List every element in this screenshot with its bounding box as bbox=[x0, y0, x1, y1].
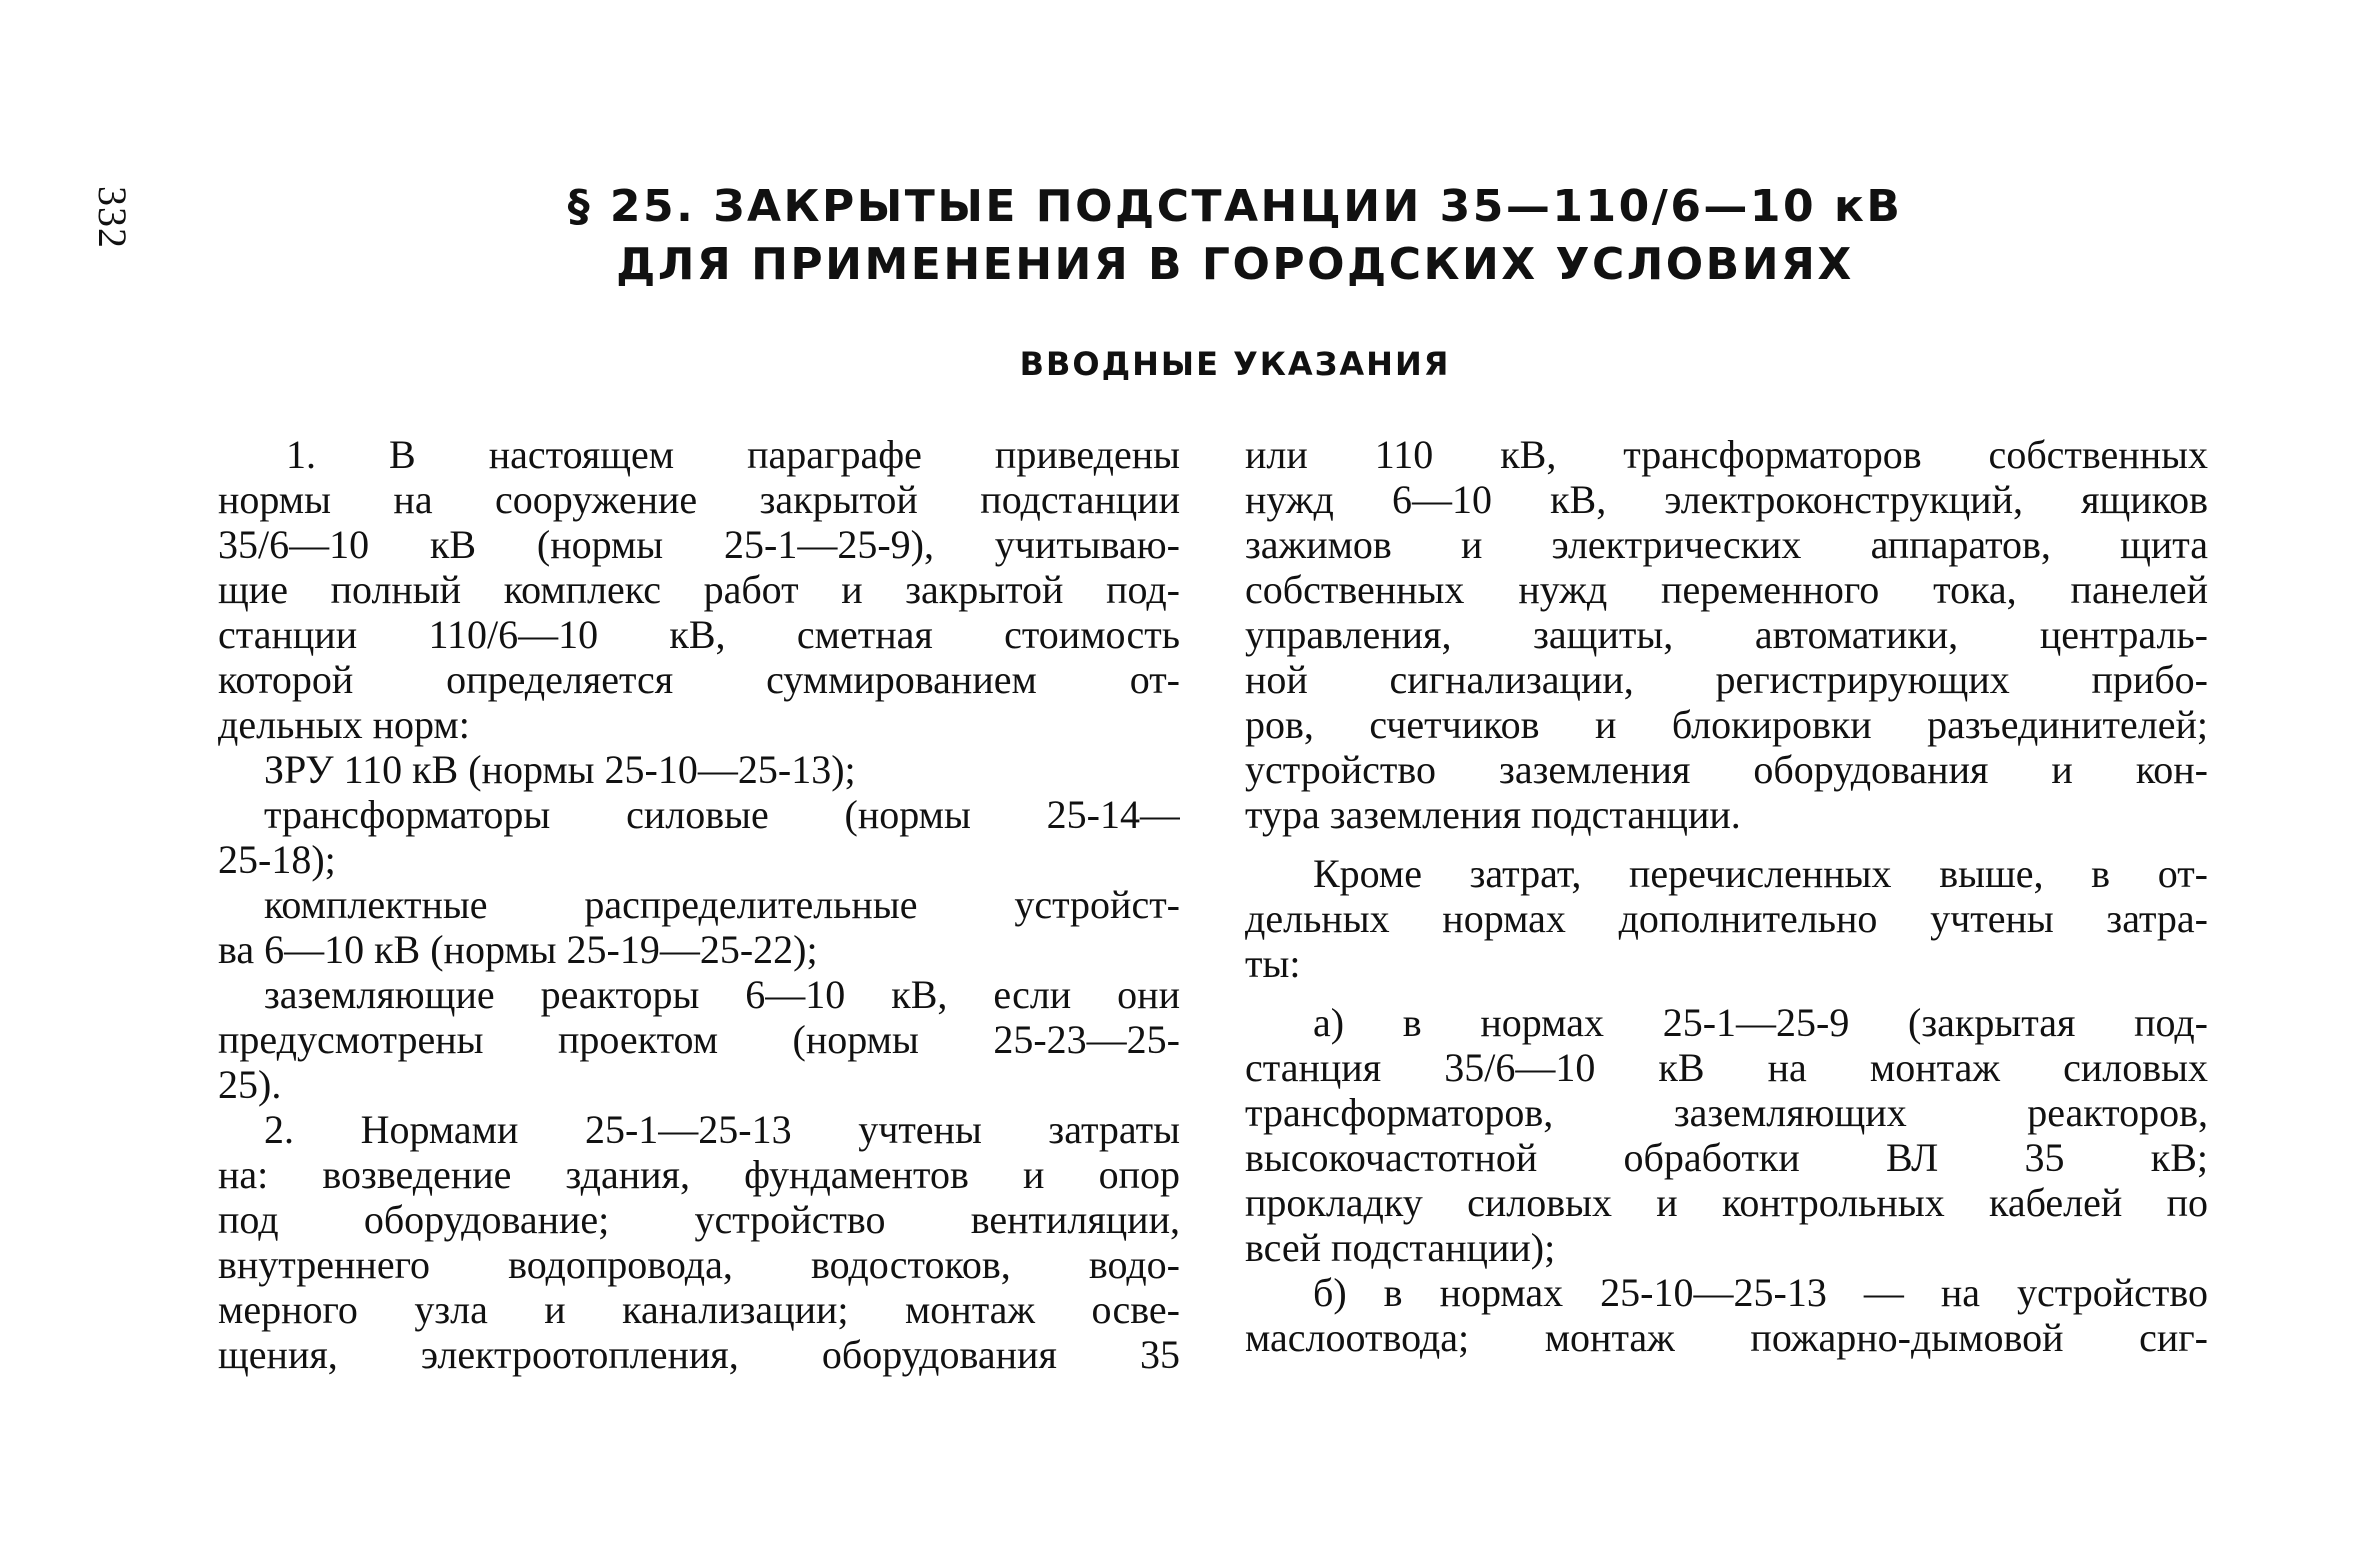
right-column bbox=[1245, 432, 2208, 1360]
text-line: или 110 кВ, трансформаторов собственных bbox=[1245, 432, 2208, 477]
text-line: управления, защиты, автоматики, централь- bbox=[1245, 612, 2208, 657]
section-title bbox=[550, 178, 1920, 294]
text-line: на: возведение здания, фундаментов и опор bbox=[218, 1152, 1180, 1197]
text-line: ты: bbox=[1245, 941, 1301, 986]
text-line: нужд 6—10 кВ, электроконструкций, ящиков bbox=[1245, 477, 2208, 522]
section-title-line-1: § 25. ЗАКРЫТЫЕ ПОДСТАНЦИИ 35—110/6—10 кВ bbox=[567, 181, 1903, 232]
text-line: заземляющие реакторы 6—10 кВ, если они bbox=[264, 972, 1180, 1017]
text-line: высокочастотной обработки ВЛ 35 кВ; bbox=[1245, 1135, 2208, 1180]
text-line: дельных нормах дополнительно учтены затра- bbox=[1245, 896, 2208, 941]
section-subtitle: ВВОДНЫЕ УКАЗАНИЯ bbox=[1019, 345, 1451, 383]
text-line: комплектные распределительные устройст- bbox=[264, 882, 1180, 927]
left-column bbox=[218, 432, 1180, 1377]
section-title-line-2: ДЛЯ ПРИМЕНЕНИЯ В ГОРОДСКИХ УСЛОВИЯХ bbox=[616, 239, 1854, 290]
text-line: прокладку силовых и контрольных кабелей по bbox=[1245, 1180, 2208, 1225]
text-line: 25). bbox=[218, 1062, 282, 1107]
text-line: которой определяется суммированием от- bbox=[218, 657, 1180, 702]
text-line: тура заземления подстанции. bbox=[1245, 792, 1741, 837]
text-line: предусмотрены проектом (нормы 25-23—25- bbox=[218, 1017, 1180, 1062]
text-line: мерного узла и канализации; монтаж осве- bbox=[218, 1287, 1180, 1332]
text-line: под оборудование; устройство вентиляции, bbox=[218, 1197, 1180, 1242]
text-line: дельных норм: bbox=[218, 702, 470, 747]
text-line: устройство заземления оборудования и кон- bbox=[1245, 747, 2208, 792]
text-line: ЗРУ 110 кВ (нормы 25-10—25-13); bbox=[264, 747, 856, 792]
text-line: станция 35/6—10 кВ на монтаж силовых bbox=[1245, 1045, 2208, 1090]
text-line: щие полный комплекс работ и закрытой под- bbox=[218, 567, 1180, 612]
text-line: ной сигнализации, регистрирующих прибо- bbox=[1245, 657, 2208, 702]
text-line: трансформаторы силовые (нормы 25-14— bbox=[264, 792, 1180, 837]
text-line: нормы на сооружение закрытой подстанции bbox=[218, 477, 1180, 522]
text-line: ва 6—10 кВ (нормы 25-19—25-22); bbox=[218, 927, 818, 972]
text-line: б) в нормах 25-10—25-13 — на устройство bbox=[1313, 1270, 2208, 1315]
text-line: собственных нужд переменного тока, панелей bbox=[1245, 567, 2208, 612]
page-number: 332 bbox=[90, 186, 135, 249]
text-line: внутреннего водопровода, водостоков, водо- bbox=[218, 1242, 1180, 1287]
text-line: Кроме затрат, перечисленных выше, в от- bbox=[1313, 851, 2208, 896]
text-line: 35/6—10 кВ (нормы 25-1—25-9), учитываю- bbox=[218, 522, 1180, 567]
text-line: маслоотвода; монтаж пожарно-дымовой сиг- bbox=[1245, 1315, 2208, 1360]
text-line: зажимов и электрических аппаратов, щита bbox=[1245, 522, 2208, 567]
text-line: щения, электроотопления, оборудования 35 bbox=[218, 1332, 1180, 1377]
text-line: станции 110/6—10 кВ, сметная стоимость bbox=[218, 612, 1180, 657]
text-line: а) в нормах 25-1—25-9 (закрытая под- bbox=[1313, 1000, 2208, 1045]
text-line: 25-18); bbox=[218, 837, 336, 882]
text-line: трансформаторов, заземляющих реакторов, bbox=[1245, 1090, 2208, 1135]
text-line: 2. Нормами 25-1—25-13 учтены затраты bbox=[264, 1107, 1180, 1152]
text-line: ров, счетчиков и блокировки разъединителей; bbox=[1245, 702, 2208, 747]
text-line: 1. В настоящем параграфе приведены bbox=[286, 432, 1180, 477]
text-line: всей подстанции); bbox=[1245, 1225, 1556, 1270]
